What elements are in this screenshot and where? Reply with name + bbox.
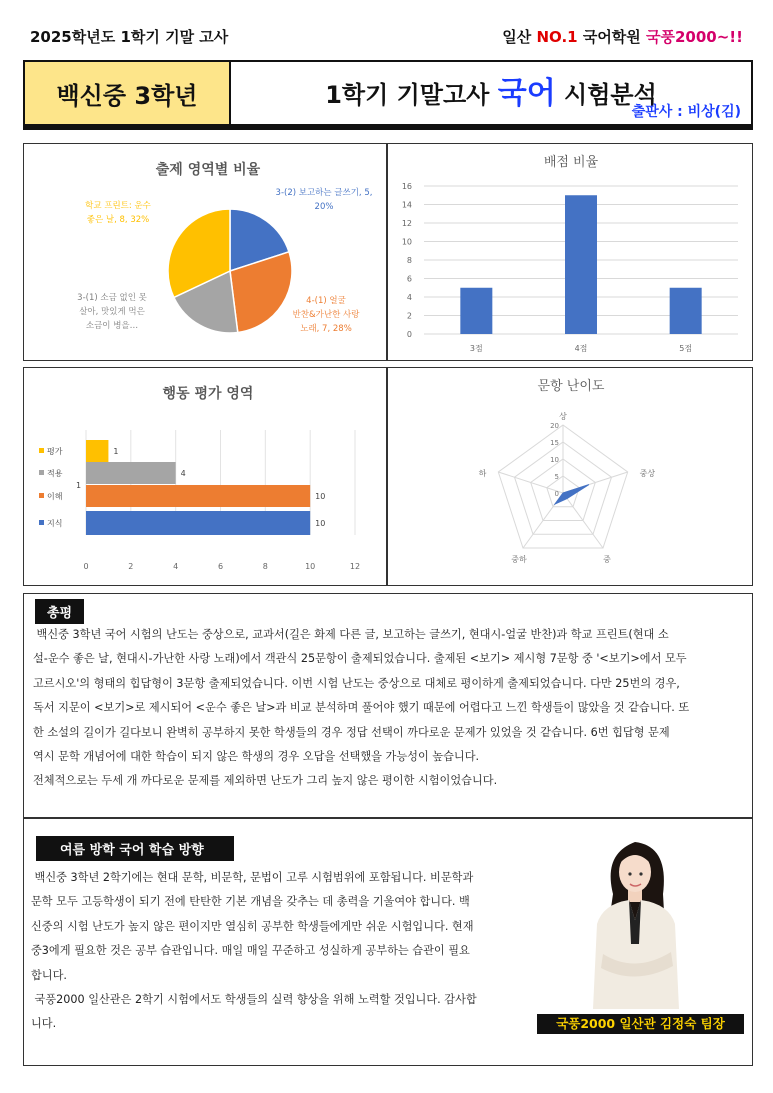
summary-tag: [35, 599, 84, 624]
bar-xtick-label: 4점: [574, 344, 588, 353]
summer-line: 합니다.: [31, 968, 67, 982]
bar-mark: [565, 195, 597, 334]
hbar-data-label: 4: [180, 469, 186, 478]
bar-ytick-label: 10: [401, 237, 412, 247]
bar-title: 배점 비율: [543, 155, 599, 170]
hbar-data-label: 10: [315, 519, 326, 528]
radar-chart-panel: [387, 367, 753, 586]
summary-line: 설-운수 좋은 날, 현대시-가난한 사랑 노래)에서 객관식 25문항이 출제되었습니다. 출제된 <보기> 제시형 7문항 중 '<보기>에서 모두: [33, 652, 687, 666]
hbar-legend-label: 평가: [47, 447, 63, 456]
hbar-xtick-label: 2: [128, 562, 134, 571]
hbar-data-label: 10: [315, 492, 326, 501]
hbar-xtick-label: 0: [83, 562, 89, 571]
hbar-mark: [86, 462, 176, 484]
summer-tag-label: 여름 방학 국어 학습 방향: [36, 836, 234, 861]
bar-chart-panel: [387, 143, 753, 361]
pie-data-label: 4-(1) 얼굴: [306, 296, 346, 306]
brand-mid: 국어학원: [577, 28, 647, 46]
brand-name: 국풍2000~!!: [646, 28, 743, 46]
difficulty-radar-chart: [388, 368, 754, 587]
pie-title: 출제 영역별 비율: [155, 162, 261, 178]
summer-body: [31, 866, 521, 1037]
pie-data-label: 좋은 날, 8, 32%: [86, 215, 150, 225]
summary-line: 고르시오'의 형태의 힙답형이 3문항 출제되었습니다. 이번 시험 난도는 중상으로 대체로 평이하게 출제되었습니다. 다만 25번의 경우,: [33, 676, 680, 690]
title-pre: 1학기 기말고사: [325, 81, 498, 109]
bar-mark: [460, 288, 492, 334]
brand-prefix: 일산: [502, 28, 537, 46]
summer-line: 국풍2000 일산관은 2학기 시험에서도 학생들의 실력 향상을 위해 노력할 것입니다. 감사합: [31, 993, 477, 1007]
bar-mark: [670, 288, 702, 334]
hbar-title: 행동 평가 영역: [162, 386, 254, 402]
pie-chart: [24, 144, 388, 362]
radar-axis-label: 하: [478, 468, 487, 478]
hbar-xtick-label: 8: [262, 562, 268, 571]
pie-data-label: 20%: [314, 202, 334, 212]
behavior-bar-chart: [24, 368, 388, 587]
bar-ytick-label: 14: [401, 200, 412, 210]
hbar-mark: [86, 511, 310, 535]
brand-no: NO.1: [536, 28, 578, 46]
radar-axis-label: 상: [559, 412, 567, 421]
summer-line: 백신중 3학년 2학기에는 현대 문학, 비문학, 문법이 고루 시험범위에 포함됩니다. 비문학과: [31, 871, 474, 884]
hbar-legend-swatch: [39, 520, 44, 525]
radar-tick-label: 20: [550, 422, 559, 430]
bar-ytick-label: 0: [406, 330, 412, 339]
exam-title: 2025학년도 1학기 기말 고사: [30, 28, 229, 46]
summer-tag: [36, 836, 234, 861]
publisher: 출판사 : 비상(김): [631, 104, 741, 120]
brand-line: [502, 26, 743, 47]
pie-chart-panel: [23, 143, 387, 361]
summary-section: [23, 593, 753, 818]
hbar-mark: [86, 440, 108, 462]
pie-data-label: 학교 프린트: 운수: [85, 201, 151, 211]
radar-tick-label: 5: [554, 473, 559, 481]
hbar-legend-swatch: [39, 493, 44, 498]
radar-tick-label: 10: [550, 456, 559, 464]
summary-line: 백신중 3학년 국어 시험의 난도는 중상으로, 교과서(길은 화제 다른 글, 보고하는 글쓰기, 현대시-얼굴 반찬)과 학교 프린트(현대 소: [33, 628, 669, 641]
summary-line: 전체적으로는 두세 개 까다로운 문제를 제외하면 난도가 그리 높지 않은 평이한 시험이었습니다.: [33, 774, 498, 788]
hbar-legend-swatch: [39, 470, 44, 475]
hbar-legend-label: 지식: [47, 519, 63, 528]
teacher-photo: [583, 824, 688, 1009]
bar-ytick-label: 16: [401, 182, 412, 191]
summer-line: 니다.: [31, 1017, 57, 1031]
pie-data-label: 소금이 병을…: [85, 321, 139, 331]
summary-line: 역시 문학 개념어에 대한 학습이 되지 않은 학생의 경우 오답을 선택했을 가능성이 높습니다.: [33, 750, 480, 764]
pie-data-label: 노래, 7, 28%: [300, 324, 352, 334]
bar-ytick-label: 8: [406, 256, 412, 265]
bar-xtick-label: 5점: [679, 344, 693, 353]
summer-line: 중3에게 필요한 것은 공부 습관입니다. 매일 매일 꾸준하고 성실하게 공부하는 습관이 필요: [31, 944, 470, 958]
bar-ytick-label: 6: [406, 274, 412, 284]
hbar-xtick-label: 10: [305, 562, 316, 571]
radar-title: 문항 난이도: [537, 379, 605, 394]
title-post: 시험분석: [555, 81, 657, 109]
radar-axis-label: 중: [603, 555, 611, 565]
radar-axis-label: 중하: [511, 555, 527, 565]
hbar-mark: [86, 485, 310, 507]
summer-line: 문학 모두 고등학생이 되기 전에 탄탄한 기본 개념을 갖추는 데 총력을 기울여야 합니다. 백: [31, 895, 470, 909]
hbar-stray-label: 1: [76, 481, 82, 490]
score-bar-chart: [388, 144, 754, 362]
summer-line: 신중의 시험 난도가 높지 않은 편이지만 열심히 공부한 학생들에게만 쉬운 시험입니다. 현재: [31, 919, 474, 933]
bar-ytick-label: 4: [406, 293, 412, 302]
title-banner: [23, 60, 753, 126]
bar-ytick-label: 2: [406, 311, 412, 321]
banner-shadow: [23, 126, 753, 130]
radar-tick-label: 0: [554, 490, 559, 498]
school-label: 백신중 3학년: [25, 62, 231, 124]
hbar-xtick-label: 4: [173, 562, 179, 571]
teacher-caption: 국풍2000 일산관 김정숙 팀장: [537, 1014, 744, 1034]
hbar-xtick-label: 12: [349, 562, 361, 571]
hbar-xtick-label: 6: [217, 562, 224, 571]
summary-tag-label: 총평: [35, 599, 84, 624]
radar-axis-label: 중상: [639, 468, 656, 478]
hbar-data-label: 1: [113, 447, 119, 456]
radar-tick-label: 15: [550, 439, 559, 447]
hbar-legend-label: 이해: [47, 492, 63, 501]
radar-series-area: [555, 485, 589, 504]
page-header: [30, 26, 743, 48]
pie-data-label: 3-(1) 소금 없인 못: [77, 293, 147, 303]
summary-line: 한 소설의 길이가 길다보니 완벽히 공부하지 못한 학생들의 경우 정답 선택이 까다로운 문제가 있었을 것 같습니다. 6번 힙답형 문제: [33, 725, 670, 739]
summary-line: 독서 지문이 <보기>로 제시되어 <운수 좋은 날>과 비교 분석하며 풀어야 했기 때문에 어렵다고 느낀 학생들이 많았을 것 같습니다. 또: [33, 701, 690, 715]
hbar-legend-swatch: [39, 448, 44, 453]
hbar-legend-label: 적용: [47, 469, 63, 478]
summary-body: [33, 623, 744, 794]
hbar-chart-panel: [23, 367, 387, 586]
pie-data-label: 살아, 맛있게 먹은: [79, 307, 145, 317]
bar-xtick-label: 3점: [469, 344, 483, 353]
title-accent: 국어: [497, 76, 556, 111]
pie-data-label: 반찬&가난한 사랑: [292, 310, 360, 320]
bar-ytick-label: 12: [401, 219, 412, 228]
pie-data-label: 3-(2) 보고하는 글쓰기, 5,: [275, 188, 373, 198]
